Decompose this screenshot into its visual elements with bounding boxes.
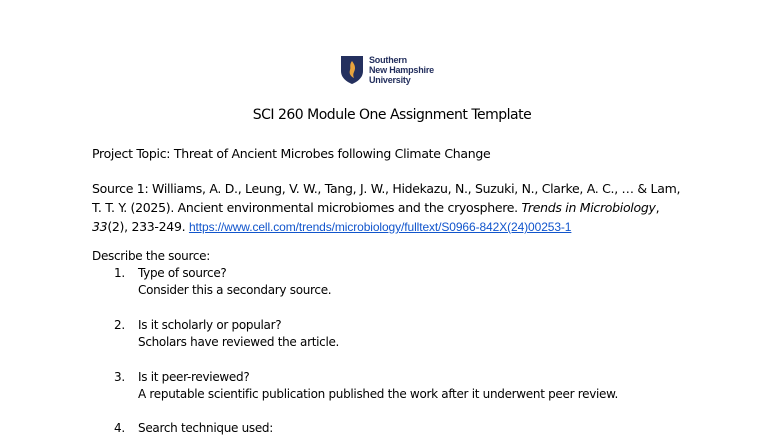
citation-volume: 33 xyxy=(92,219,108,234)
logo-line-2: New Hampshire xyxy=(369,65,434,75)
citation-url-link[interactable]: https://www.cell.com/trends/microbiology/fulltext/S0966-842X(24)00253-1 xyxy=(188,220,572,234)
logo-wordmark xyxy=(369,55,434,85)
citation-journal: Trends in Microbiology xyxy=(521,200,656,215)
logo-line-3: University xyxy=(369,75,411,85)
item-question: Is it scholarly or popular? xyxy=(138,318,282,332)
item-number: 1. xyxy=(114,266,125,280)
describe-label: Describe the source: xyxy=(92,249,210,263)
item-question: Type of source? xyxy=(138,266,227,280)
citation-sep: , xyxy=(655,200,660,215)
item-number: 4. xyxy=(114,421,125,435)
shield-logo-icon xyxy=(340,55,364,85)
item-answer: Consider this a secondary source. xyxy=(138,283,332,297)
item-number: 3. xyxy=(114,370,125,384)
item-answer: Scholars have reviewed the article. xyxy=(138,335,340,349)
project-topic: Project Topic: Threat of Ancient Microbes following Climate Change xyxy=(92,146,491,161)
citation-issue-pages: (2), 233-249. xyxy=(107,219,189,234)
citation-authors: Source 1: Williams, A. D., Leung, V. W., Tang, J. W., Hidekazu, N., Suzuki, N., Clarke, A. C., … & Lam, T. T. Y. (2025). Ancient environmental microbiomes and the cryosphere. xyxy=(92,181,681,215)
source-citation xyxy=(92,179,692,237)
item-question: Search technique used: xyxy=(138,421,273,435)
item-answer: A reputable scientific publication published the work after it underwent peer review. xyxy=(138,387,619,401)
snhu-logo xyxy=(340,55,434,85)
item-number: 2. xyxy=(114,318,125,332)
item-question: Is it peer-reviewed? xyxy=(138,370,250,384)
logo-line-1: Southern xyxy=(369,55,407,65)
document-title: SCI 260 Module One Assignment Template xyxy=(252,107,532,123)
